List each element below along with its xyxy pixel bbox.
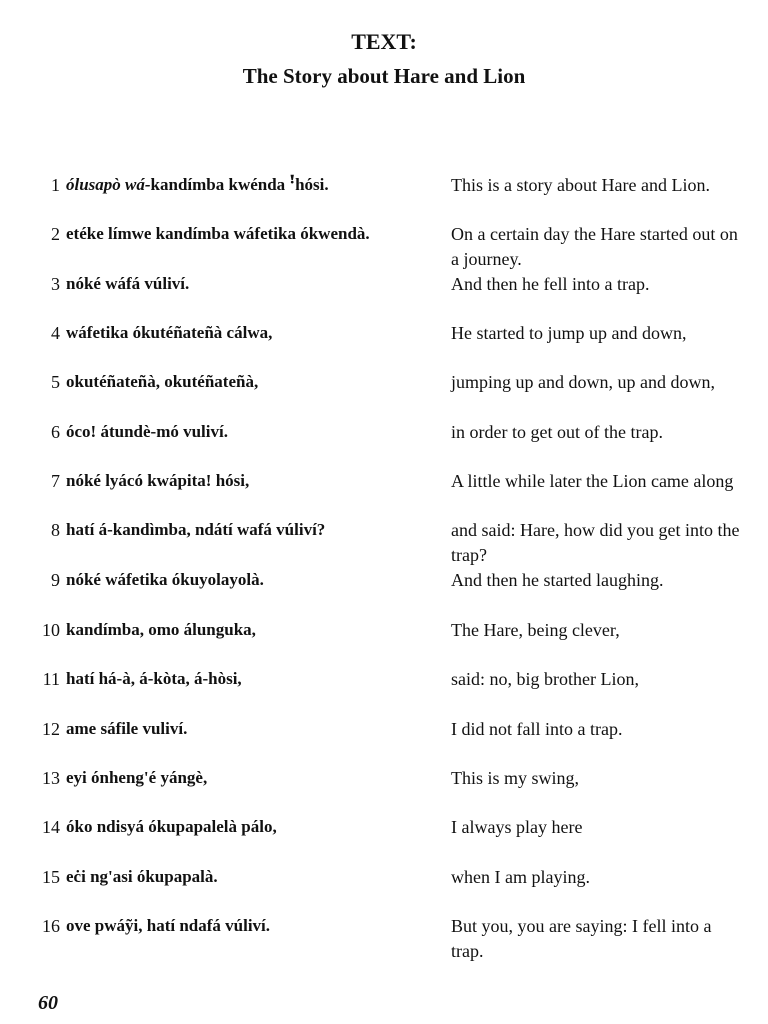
- source-text: [66, 815, 444, 839]
- line-number: 1: [51, 175, 60, 195]
- source-text-main: nóké wáfá vúliví.: [66, 274, 190, 293]
- line-number: 16: [42, 916, 60, 936]
- translation-text: I did not fall into a trap.: [451, 719, 623, 739]
- line-number: 12: [42, 719, 60, 739]
- source-text-main: kandímba kwénda ꜝhósi.: [150, 175, 329, 194]
- source-text: [66, 914, 444, 938]
- translation-text: jumping up and down, up and down,: [451, 372, 715, 392]
- source-text: [66, 272, 444, 296]
- translation-text: He started to jump up and down,: [451, 323, 687, 343]
- source-text: [66, 420, 444, 444]
- translation-text: I always play here: [451, 817, 583, 837]
- source-text-main: ove pwáỹi, hatí ndafá vúliví.: [66, 916, 271, 935]
- source-text: [66, 518, 444, 542]
- source-text-main: eċi ng'asi ókupapalà.: [66, 867, 218, 886]
- line-number: 7: [51, 471, 60, 491]
- source-text: [66, 568, 444, 592]
- translation-text: when I am playing.: [451, 867, 590, 887]
- source-text: [66, 370, 444, 394]
- line-number: 5: [51, 372, 60, 392]
- source-text-main: hatí á-kandìmba, ndátí wafá vúliví?: [66, 520, 326, 539]
- line-number: 3: [51, 274, 60, 294]
- source-text: [66, 865, 444, 889]
- translation-text: said: no, big brother Lion,: [451, 669, 639, 689]
- line-number: 4: [51, 323, 60, 343]
- page-number: 60: [38, 992, 58, 1014]
- line-number: 13: [42, 768, 60, 788]
- line-number: 9: [51, 570, 60, 590]
- source-text-italic: ólusapò wá-: [66, 175, 151, 194]
- translation-text: But you, you are saying: I fell into a trap.: [451, 916, 712, 961]
- line-number: 10: [42, 620, 60, 640]
- translation-text: The Hare, being clever,: [451, 620, 620, 640]
- source-text-main: eyi ónheng'é yángè,: [66, 768, 208, 787]
- translation-text: and said: Hare, how did you get into the trap?: [451, 520, 740, 565]
- translation-text: This is my swing,: [451, 768, 580, 788]
- source-text: [66, 618, 444, 642]
- translation-text: And then he fell into a trap.: [451, 274, 650, 294]
- source-text-main: nóké wáfetika ókuyolayolà.: [66, 570, 264, 589]
- translation-text: And then he started laughing.: [451, 570, 664, 590]
- source-text-main: wáfetika ókutéñateñà cálwa,: [66, 323, 273, 342]
- line-number: 11: [42, 669, 60, 689]
- page-header: [0, 28, 768, 90]
- translation-text: in order to get out of the trap.: [451, 422, 663, 442]
- source-text-main: okutéñateñà, okutéñateñà,: [66, 372, 259, 391]
- source-text-main: ame sáfile vuliví.: [66, 719, 188, 738]
- line-number: 6: [51, 422, 60, 442]
- source-text: [66, 717, 444, 741]
- source-text-main: óco! átundè-mó vuliví.: [66, 422, 228, 441]
- source-text: [66, 766, 444, 790]
- line-number: 8: [51, 520, 60, 540]
- source-text-main: óko ndisyá ókupapalelà pálo,: [66, 817, 277, 836]
- translation-text: This is a story about Hare and Lion.: [451, 175, 710, 195]
- translation-text: On a certain day the Hare started out on a journey.: [451, 224, 738, 269]
- source-text: [66, 222, 444, 246]
- header-label: TEXT:: [351, 29, 417, 54]
- source-text: [66, 667, 444, 691]
- source-text: [66, 173, 444, 197]
- source-text-main: hatí há-à, á-kòta, á-hòsi,: [66, 669, 242, 688]
- line-number: 2: [51, 224, 60, 244]
- source-text-main: etéke límwe kandímba wáfetika ókwendà.: [66, 224, 370, 243]
- page-title: The Story about Hare and Lion: [242, 64, 526, 88]
- source-text-main: nóké lyácó kwápita! hósi,: [66, 471, 250, 490]
- source-text: [66, 321, 444, 345]
- source-text-main: kandímba, omo álunguka,: [66, 620, 256, 639]
- translation-text: A little while later the Lion came along: [451, 471, 734, 491]
- line-number: 14: [42, 817, 60, 837]
- source-text: [66, 469, 444, 493]
- line-number: 15: [42, 867, 60, 887]
